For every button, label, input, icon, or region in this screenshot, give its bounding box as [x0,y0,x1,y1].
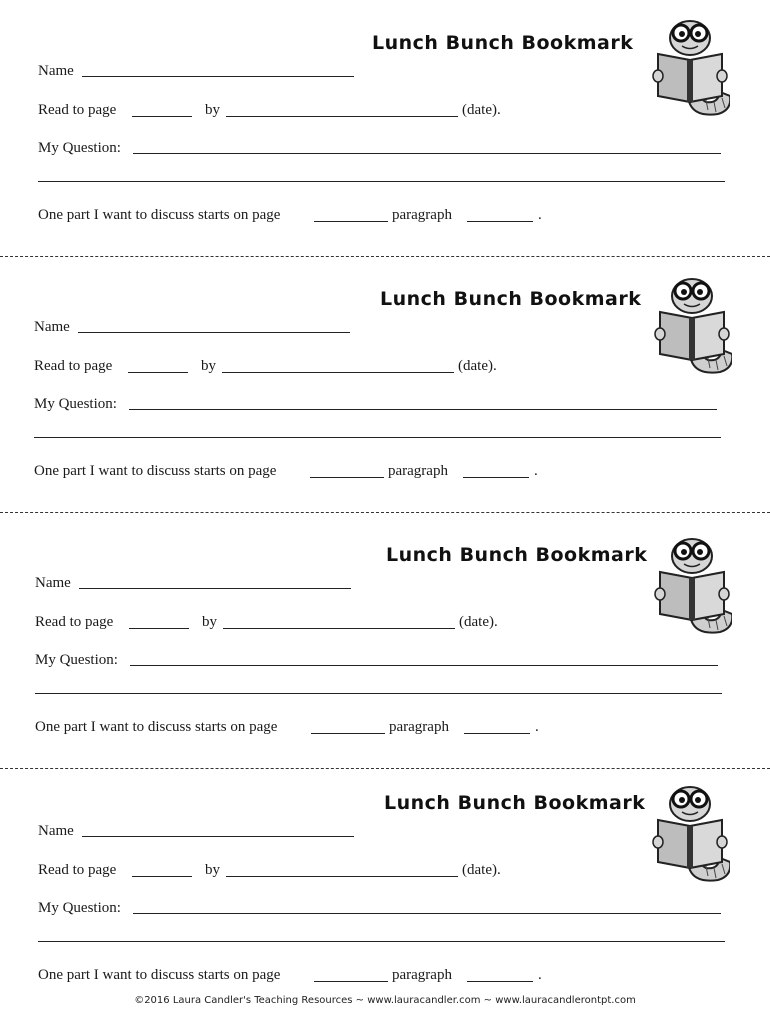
question-field[interactable] [130,665,718,666]
by-label: by [202,614,217,630]
bookworm-reading-icon [650,18,730,118]
read-to-page-label: Read to page [38,102,117,118]
discuss-page-field[interactable] [310,477,384,478]
bookworm-reading-icon [650,784,730,884]
page-field[interactable] [132,116,192,117]
read-to-page-label: Read to page [38,862,117,878]
paragraph-field[interactable] [467,221,533,222]
discuss-label: One part I want to discuss starts on page [38,207,281,223]
question-label: My Question: [38,140,121,156]
discuss-page-field[interactable] [314,981,388,982]
question-field[interactable] [133,913,721,914]
date-field[interactable] [222,372,454,373]
question-label: My Question: [35,652,118,668]
name-field[interactable] [78,332,350,333]
question-field-line-2[interactable] [35,693,722,694]
page-field[interactable] [128,372,188,373]
cut-line [0,512,770,513]
copyright-footer: ©2016 Laura Candler's Teaching Resources ~ www.lauracandler.com ~ www.lauracandlerontpt.com [134,995,636,1006]
by-label: by [201,358,216,374]
date-label: (date). [462,102,501,118]
discuss-label: One part I want to discuss starts on page [34,463,277,479]
discuss-page-field[interactable] [314,221,388,222]
read-to-page-label: Read to page [34,358,113,374]
cut-line [0,256,770,257]
period: . [534,463,538,479]
bookmark-title: Lunch Bunch Bookmark [380,288,642,310]
question-label: My Question: [38,900,121,916]
bookmark-title: Lunch Bunch Bookmark [384,792,646,814]
question-label: My Question: [34,396,117,412]
name-field[interactable] [79,588,351,589]
period: . [538,967,542,983]
period: . [535,719,539,735]
bookmark-title: Lunch Bunch Bookmark [372,32,634,54]
name-field[interactable] [82,836,354,837]
paragraph-field[interactable] [464,733,530,734]
name-label: Name [38,63,74,79]
name-label: Name [35,575,71,591]
question-field-line-2[interactable] [38,941,725,942]
question-field-line-2[interactable] [34,437,721,438]
question-field[interactable] [133,153,721,154]
name-field[interactable] [82,76,354,77]
discuss-page-field[interactable] [311,733,385,734]
name-label: Name [38,823,74,839]
date-label: (date). [459,614,498,630]
paragraph-label: paragraph [392,967,452,983]
read-to-page-label: Read to page [35,614,114,630]
paragraph-label: paragraph [389,719,449,735]
paragraph-label: paragraph [392,207,452,223]
page-field[interactable] [132,876,192,877]
question-field-line-2[interactable] [38,181,725,182]
by-label: by [205,862,220,878]
by-label: by [205,102,220,118]
paragraph-label: paragraph [388,463,448,479]
cut-line [0,768,770,769]
bookworm-reading-icon [652,276,732,376]
bookmark-title: Lunch Bunch Bookmark [386,544,648,566]
paragraph-field[interactable] [467,981,533,982]
bookworm-reading-icon [652,536,732,636]
question-field[interactable] [129,409,717,410]
discuss-label: One part I want to discuss starts on page [35,719,278,735]
date-field[interactable] [223,628,455,629]
date-field[interactable] [226,876,458,877]
date-label: (date). [462,862,501,878]
name-label: Name [34,319,70,335]
page-field[interactable] [129,628,189,629]
date-label: (date). [458,358,497,374]
paragraph-field[interactable] [463,477,529,478]
discuss-label: One part I want to discuss starts on page [38,967,281,983]
date-field[interactable] [226,116,458,117]
period: . [538,207,542,223]
